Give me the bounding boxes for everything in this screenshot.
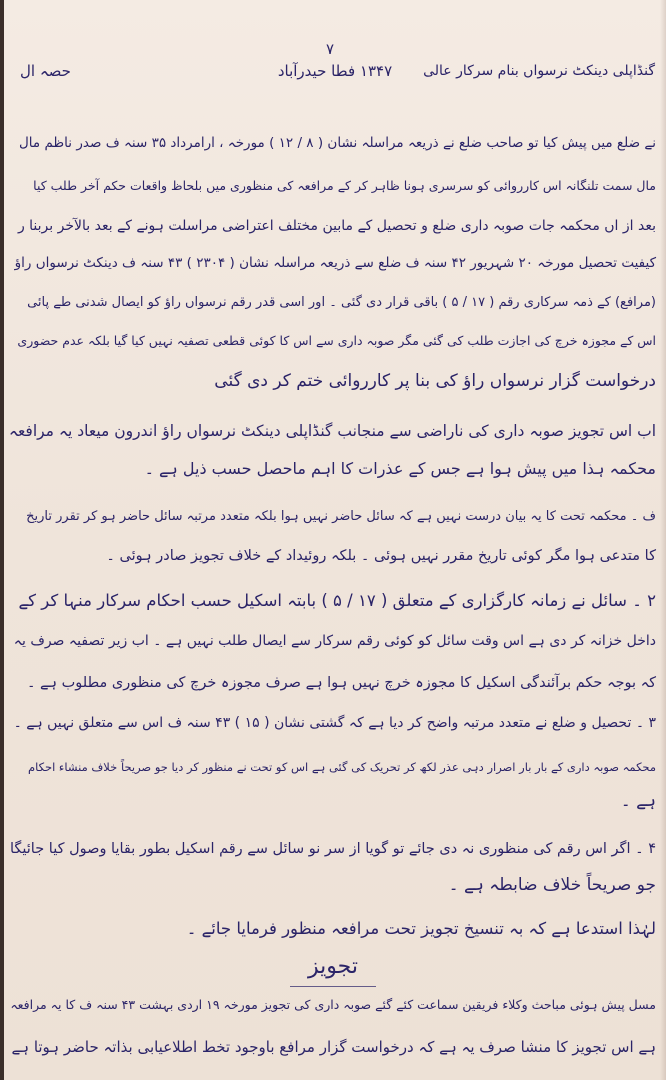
text-line: مسل پیش ہوئی مباحث وکلاء فریقین سماعت کئے گئے صوبہ داری کی تجویز مورخہ ۱۹ اردی بہشت ۴۳ سنہ ف کا یہ مرافعہ <box>10 997 656 1012</box>
text-line: ۳ ۔ تحصیل و ضلع نے متعدد مرتبہ واضح کر دیا ہے کہ گشتی نشان ( ۱۵ ) ۴۳ سنہ ف اس سے متعلق نہیں ہے ۔ <box>13 715 656 731</box>
text-line: اب اس تجویز صوبہ داری کی ناراضی سے منجانب گنڈاپلی دینکٹ نرسواں راؤ اندرون میعاد یہ مرافعہ <box>8 422 656 440</box>
heading-underline <box>290 986 376 987</box>
scan-edge <box>0 0 4 1080</box>
text-line: ہے اس تجویز کا منشا صرف یہ ہے کہ درخواست گزار مرافع باوجود تخط اطلاعیابی بذاتہ حاضر ہوتا ہے <box>11 1038 656 1056</box>
header-left: حصہ ال <box>20 62 71 80</box>
header-center: ۱۳۴۷ فطا حیدرآباد <box>277 62 393 80</box>
text-line: مال سمت تلنگانہ اس کارروائی کو سرسری ہونا ظاہر کر کے مرافعہ کی منظوری میں بلحاظ واقعات حکم آخر طلب کیا <box>33 178 656 193</box>
text-line: نے ضلع میں پیش کیا تو صاحب ضلع نے ذریعہ مراسلہ نشان ( ۸ / ۱۲ ) مورخہ ، ارامرداد ۳۵ سنہ ف صدر ناظم مال <box>19 135 656 151</box>
text-line: جو صریحاً خلاف ضابطہ ہے ۔ <box>448 875 656 895</box>
text-line: (مرافع) کے ذمہ سرکاری رقم ( ۱۷ / ۵ ) باقی قرار دی گئی ۔ اور اسی قدر رقم نرسواں راؤ کو ایصال شدنی طے پائی <box>27 295 656 310</box>
scan-shadow <box>660 0 666 1080</box>
text-line: داخل خزانہ کر دی ہے اس وقت سائل کو کوئی رقم سرکار سے ایصال طلب نہیں ہے ۔ اب زیر تصفیہ صرف یہ <box>13 633 656 649</box>
page-number: ۷ <box>325 40 335 58</box>
text-line: ف ۔ محکمہ تحت کا یہ بیان درست نہیں ہے کہ سائل حاضر نہیں ہوا بلکہ متعدد مرتبہ سائل حاضر ہو کر تقرر تاریخ <box>26 509 656 524</box>
section-heading: تجویز <box>308 954 358 979</box>
text-line: کیفیت تحصیل مورخہ ۲۰ شہریور ۴۲ سنہ ف ضلع سے ذریعہ مراسلہ نشان ( ۲۳۰۴ ) ۴۳ سنہ ف دینکٹ نرسواں راؤ <box>14 255 656 271</box>
text-line: ۴ ۔ اگر اس رقم کی منظوری نہ دی جائے تو گویا از سر نو سائل سے رقم اسکیل بطور بقایا وصول کیا جائیگا <box>9 841 656 857</box>
text-line: لہٰذا استدعا ہے کہ بہ تنسیخ تجویز تحت مرافعہ منظور فرمایا جائے ۔ <box>186 919 656 938</box>
text-line: اس کے مجوزہ خرچ کی اجازت طلب کی گئی مگر صوبہ داری سے اس کا کوئی قطعی تصفیہ نہیں کیا گیا بلکہ عدم حضوری <box>17 333 656 348</box>
text-line: درخواست گزار نرسواں راؤ کی بنا پر کارروائی ختم کر دی گئی <box>214 371 656 391</box>
header-right: گنڈاپلی دینکٹ نرسواں بنام سرکار عالی <box>423 63 655 79</box>
text-line: ہے ۔ <box>620 791 656 811</box>
text-line: محکمہ صوبہ داری کے بار بار اصرار دہی عذر لکھ کر تحریک کی گئی ہے اس کو تحت نے منظور کر دیا جو صریحاً خلاف منشاء احکام <box>28 760 656 774</box>
text-line: ۲ ۔ سائل نے زمانہ کارگزاری کے متعلق ( ۱۷ / ۵ ) بابتہ اسکیل حسب احکام سرکار منہا کر کے <box>18 591 656 610</box>
text-line: بعد از اں محکمہ جات صوبہ داری ضلع و تحصیل کے مابین مختلف اعتراضی مراسلت ہونے کے بعد بالآخر بربنا ر <box>17 218 656 234</box>
text-line: محکمہ ہذا میں پیش ہوا ہے جس کے عذرات کا اہم ماحصل حسب ذیل ہے ۔ <box>144 459 656 478</box>
text-line: کا متدعی ہوا مگر کوئی تاریخ مقرر نہیں ہوئی ۔ بلکہ روئیداد کے خلاف تجویز صادر ہوئی ۔ <box>106 548 656 564</box>
text-line: کہ بوجہ حکم برآئندگی اسکیل کا مجوزہ خرچ نہیں ہوا ہے صرف مجوزہ خرچ کی منظوری مطلوب ہے ۔ <box>26 675 656 691</box>
